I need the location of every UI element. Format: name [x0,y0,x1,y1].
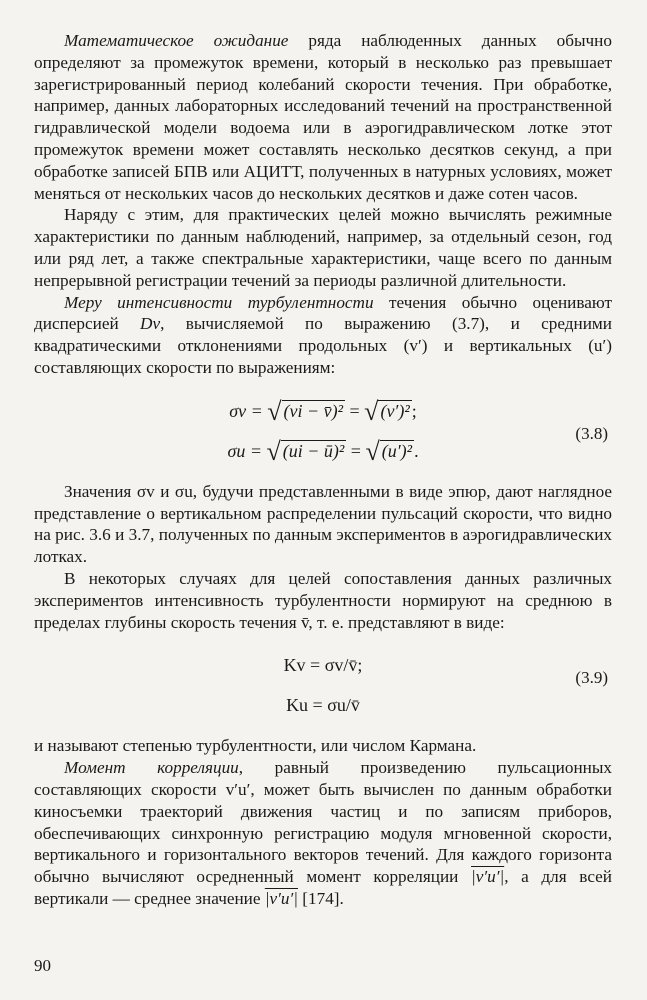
paragraph-karman: и называют степенью турбулентности, или числом Кармана. [34,736,477,756]
formula-mean-correlation: |v′u′| [471,867,505,887]
term-correlation: Момент корреляции [64,758,239,778]
paragraph-turbulence-measure [34,292,612,379]
eq-lhs-sigma-v: σv = [229,400,263,421]
paragraph-text-b: , вычисляемой по выражению (3.7), и средними квадратическими отклонениями продольных (v′) и вертикальных (u′) составляющих скорости по выражениям: [34,314,612,377]
symbol-dispersion: Dv [140,314,161,334]
eq-equals: = [350,440,361,461]
sqrt-sign: √ [365,436,380,466]
term-expectation: Математическое ожидание [64,31,289,50]
equation-3-9-line-2: Ku = σu/v̄ [286,695,360,716]
paragraph-normalization: В некоторых случаях для целей сопоставления данных различных экспериментов интенсивность турбулентности нормируют на среднюю в пределах глубины скорость течения v̄, т. е. представляют в виде: [34,568,612,632]
paragraph-text-b: , а для всей вертикали — среднее значение [34,867,612,908]
equation-3-9 [34,645,612,725]
paragraph-expectation-text: ряда наблюденных данных обычно определяют за промежуток времени, который в несколько раз превышает зарегистрированный период колебаний скорости течения. При обработке, например, данных лабораторных исследований течений на пространственной гидравлической модели водоема или в аэрогидравлическом лотке этот промежуток времени может составлять несколько десятков секунд, а при обработке записей БПВ или АЦИТТ, полученных в натурных условиях, может меняться от нескольких часов до нескольких десятков и даже сотен часов. [34,31,612,203]
equation-3-8-line-2 [34,431,612,471]
eq-end: . [414,440,419,461]
equation-number-3-9: (3.9) [575,668,608,688]
term-turbulence-measure: Меру интенсивности турбулентности [64,292,374,312]
eq-equals: = [349,400,360,421]
eq-radicand: (ui − ū)² [282,440,345,461]
eq-radicand: (vi − v̄)² [283,400,344,421]
page-number: 90 [34,956,51,975]
sqrt-sign: √ [364,396,379,426]
paragraph-text-a: , равный произведению пульсационных составляющих скорости v′u′, может быть вычислен по данным обработки киносъемки траекторий движения частиц и по записям приборов, обеспечивающих синхронную регистрацию модуля мгновенной скорости, вертикального и горизонтального векторов течений. Для каждого горизонта обычно вычисляют осредненный момент корреляции [34,758,612,887]
eq-lhs-sigma-u: σu = [227,440,262,461]
paragraph-text-a: течения обычно оценивают дисперсией [34,292,612,334]
eq-radicand: (u′)² [381,440,413,461]
paragraph-correlation [34,757,612,910]
sqrt-sign: √ [267,396,282,426]
equation-3-9-line-1: Kv = σv/v̄; [283,655,363,676]
paragraph-sigma-values: Значения σv и σu, будучи представленными в виде эпюр, дают наглядное представление о вертикальном распределении пульсаций скорости, что видно на рис. 3.6 и 3.7, полученных по данным экспериментов в аэрогидравлических лотках. [34,481,612,567]
equation-number-3-8: (3.8) [575,423,608,443]
eq-radicand: (v′)² [380,400,410,421]
equation-3-8-line-1 [34,391,612,431]
paragraph-regime: Наряду с этим, для практических целей можно вычислять режимные характеристики по данным наблюдений, например, за отдельный сезон, год или ряд лет, а также спектральные характеристики, чаще всего по данным непрерывной регистрации течений за периоды различной длительности. [34,205,612,290]
paragraph-expectation [34,30,612,204]
formula-vertical-mean: |v′u′| [264,888,298,908]
paragraph-text-c: [174]. [298,888,344,908]
page-body [34,30,612,910]
sqrt-sign: √ [266,436,281,466]
equation-3-8 [34,391,612,471]
eq-end: ; [411,400,417,421]
